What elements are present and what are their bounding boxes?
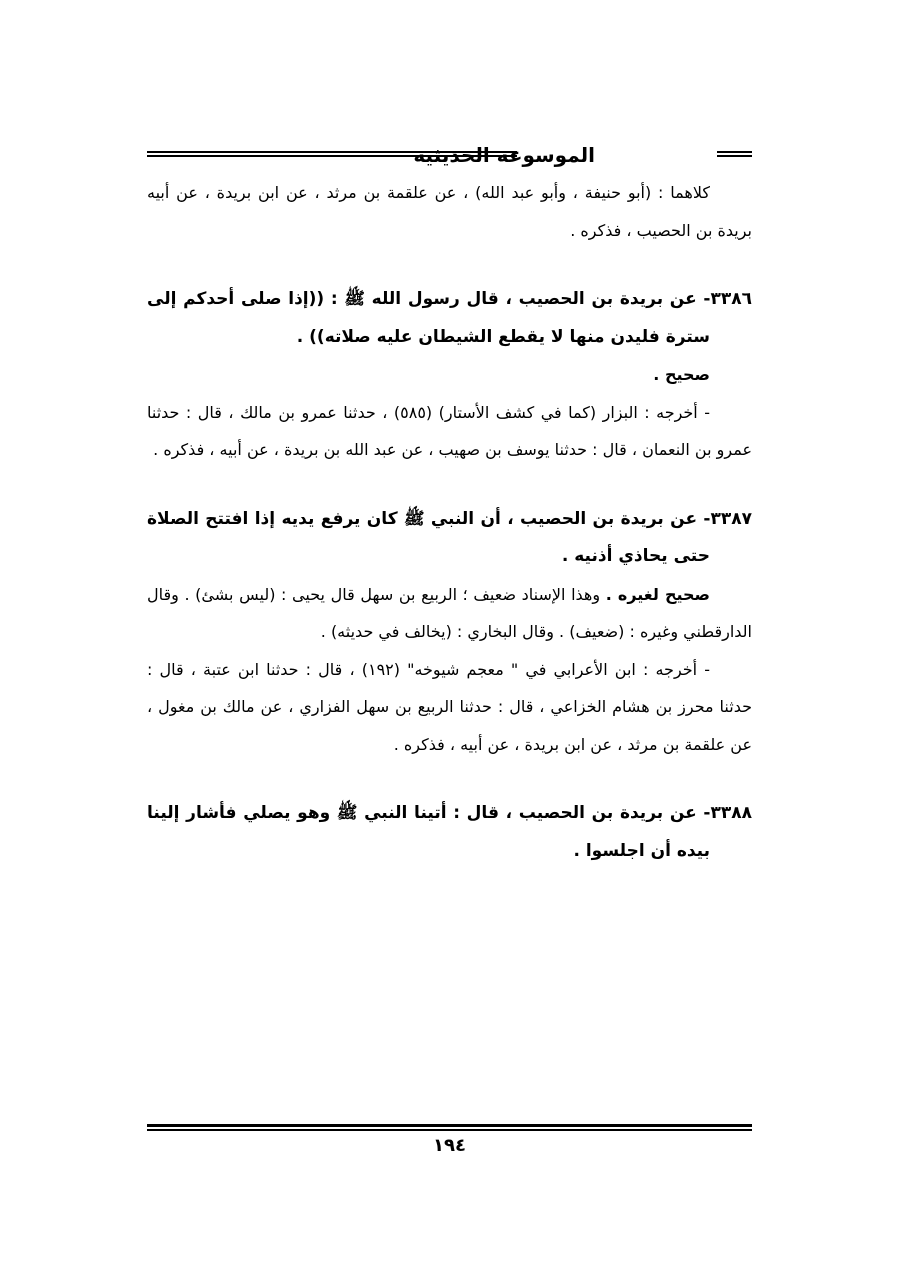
document-page bbox=[147, 136, 752, 1156]
grade-3387 bbox=[147, 576, 752, 651]
grade-3386: صحيح . bbox=[653, 365, 710, 384]
spacer bbox=[147, 249, 752, 281]
footer-rule bbox=[147, 1124, 752, 1131]
spacer bbox=[147, 763, 752, 795]
hadith-3386: ٣٣٨٦- عن بريدة بن الحصيب ، قال رسول الله ﷺ : ((إذا صلى أحدكم إلى سترة فليدن منها لا يقطع الشيطان عليه صلاته)) . bbox=[147, 289, 752, 347]
page-body bbox=[147, 174, 752, 870]
running-header bbox=[147, 136, 752, 172]
page-number: ١٩٤ bbox=[433, 1135, 466, 1156]
hadith-3388: ٣٣٨٨- عن بريدة بن الحصيب ، قال : أتينا النبي ﷺ وهو يصلي فأشار إلينا بيده أن اجلسوا . bbox=[147, 803, 752, 861]
takhrij-3387: - أخرجه : ابن الأعرابي في " معجم شيوخه" (١٩٢) ، قال : حدثنا ابن عتبة ، قال : حدثنا محرز بن هشام الخزاعي ، قال : حدثنا الربيع بن سهل الفزاري ، عن مالك بن مغول ، عن علقمة بن مرثد ، عن ابن بريدة ، عن أبيه ، فذكره . bbox=[147, 659, 752, 754]
takhrij-3386: - أخرجه : البزار (كما في كشف الأستار) (٥٨٥) ، حدثنا عمرو بن مالك ، قال : حدثنا عمرو بن النعمان ، قال : حدثنا يوسف بن صهيب ، عن عبد الله بن بريدة ، عن أبيه ، فذكره . bbox=[147, 402, 752, 459]
intro-paragraph: كلاهما : (أبو حنيفة ، وأبو عبد الله) ، عن علقمة بن مرثد ، عن ابن بريدة ، عن أبيه بريدة بن الحصيب ، فذكره . bbox=[147, 183, 752, 240]
grade-3387-label: صحيح لغيره . bbox=[605, 584, 710, 604]
spacer bbox=[147, 469, 752, 501]
grade-3387-text: وهذا الإسناد ضعيف ؛ الربيع بن سهل قال يحيى : (ليس بشئ) . وقال الدارقطني وغيره : (ضعيف) . وقال البخاري : (يخالف في حديثه) . bbox=[147, 584, 752, 641]
hadith-3387: ٣٣٨٧- عن بريدة بن الحصيب ، أن النبي ﷺ كان يرفع يديه إذا افتتح الصلاة حتى يحاذي أذنيه . bbox=[147, 508, 752, 566]
header-title: الموسوعة الحديثية bbox=[413, 143, 595, 167]
header-rule-right bbox=[717, 151, 752, 157]
